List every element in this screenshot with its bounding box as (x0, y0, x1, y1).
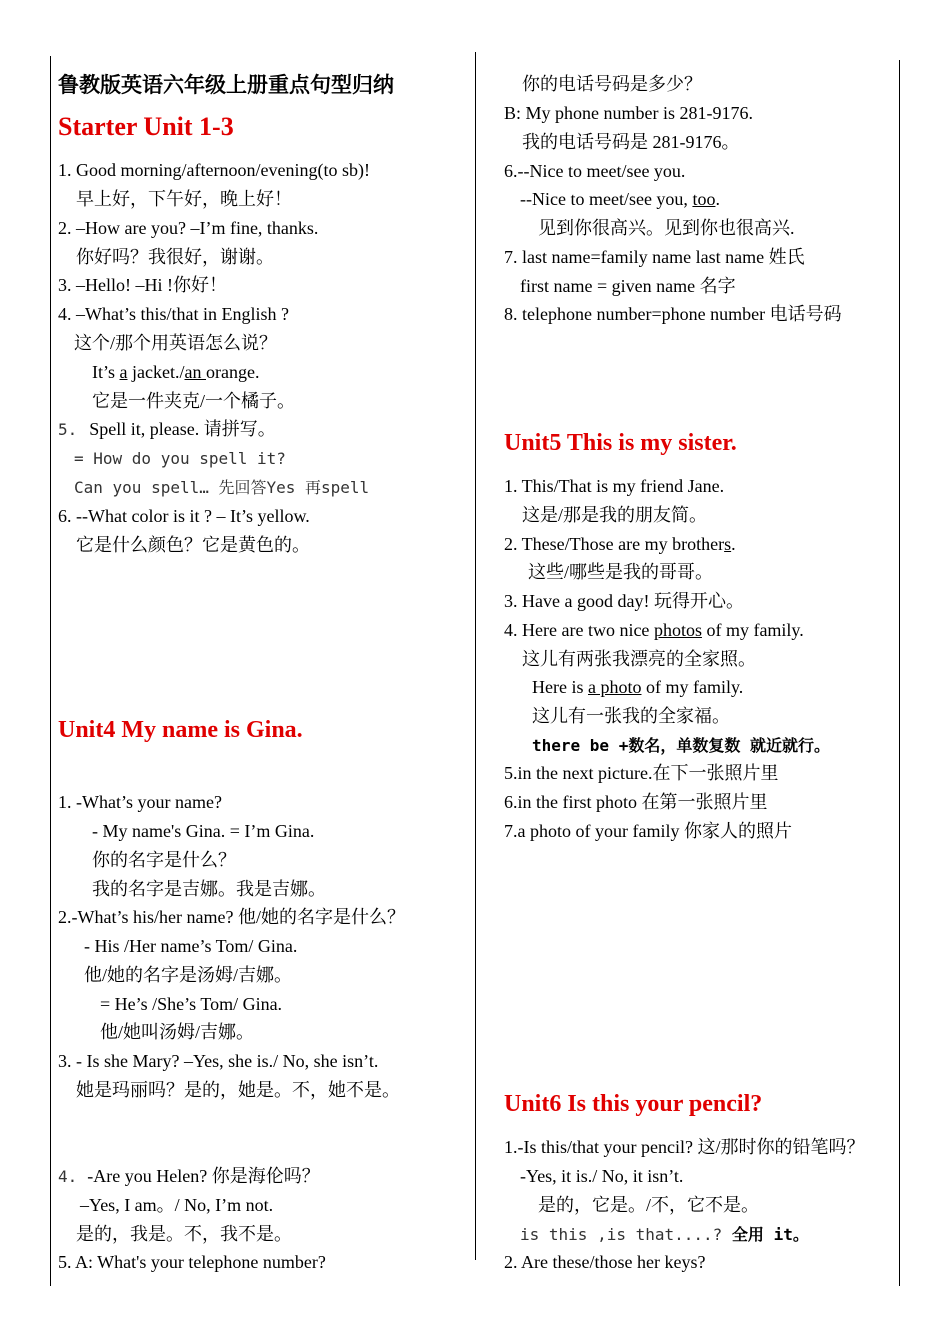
cont-line-7: 7. last name=family name last name 姓氏 (504, 247, 805, 267)
unit4-line-13: –Yes, I am。/ No, I’m not. (80, 1195, 274, 1215)
item-number: 4. (58, 1167, 78, 1186)
unit4-line-7: 他/她的名字是汤姆/吉娜。 (84, 965, 293, 985)
text-segment: jacket./ (127, 362, 185, 382)
starter-line-5: 3. –Hello! –Hi !你好！ (58, 275, 227, 295)
unit5-line-3 (504, 533, 736, 555)
unit5-line-5: 3. Have a good day! 玩得开心。 (504, 591, 744, 611)
unit5-line-8 (532, 676, 743, 698)
starter-line-10 (58, 418, 276, 441)
unit4-line-8: = He’s /She’s Tom/ Gina. (100, 994, 283, 1014)
right-margin-line (899, 60, 900, 1286)
starter-line-8 (92, 361, 259, 383)
starter-line-3: 2. –How are you? –I’m fine, thanks. (58, 218, 319, 238)
unit4-heading: Unit4 My name is Gina. (58, 717, 303, 743)
starter-line-14: 它是什么颜色？它是黄色的。 (76, 535, 310, 555)
unit5-line-13: 7.a photo of your family 你家人的照片 (504, 821, 792, 841)
unit4-line-10: 3. - Is she Mary? –Yes, she is./ No, she isn’t. (58, 1051, 379, 1071)
unit4-line-12 (58, 1165, 320, 1188)
starter-line-7: 这个/那个用英语怎么说？ (74, 333, 277, 353)
unit4-line-1: 1. -What’s your name? (58, 792, 222, 812)
cont-line-6: 见到你很高兴。见到你也很高兴. (538, 218, 795, 238)
unit4-line-2: - My name's Gina. = I’m Gina. (92, 821, 315, 841)
starter-line-13: 6. --What color is it ? – It’s yellow. (58, 506, 310, 526)
unit6-line-5: 2. Are these/those her keys? (504, 1252, 706, 1272)
left-margin-line (50, 56, 51, 1286)
bold-note: 全用 it。 (722, 1225, 809, 1244)
cont-line-1: 你的电话号码是多少？ (522, 74, 702, 94)
unit6-line-1: 1.-Is this/that your pencil? 这/那时你的铅笔吗？ (504, 1137, 865, 1157)
starter-line-6: 4. –What’s this/that in English ? (58, 304, 289, 324)
unit5-line-2: 这是/那是我的朋友简。 (522, 505, 707, 525)
starter-line-12: Can you spell… 先回答Yes 再spell (74, 478, 370, 497)
unit5-line-7: 这儿有两张我漂亮的全家照。 (522, 649, 756, 669)
unit4-line-5: 2.-What’s his/her name? 他/她的名字是什么？ (58, 907, 405, 927)
unit5-heading: Unit5 This is my sister. (504, 430, 737, 456)
unit6-line-4 (520, 1223, 809, 1246)
starter-unit-heading: Starter Unit 1-3 (58, 112, 234, 141)
center-divider-line (475, 52, 476, 1260)
text-segment: . (715, 189, 720, 209)
unit5-line-1: 1. This/That is my friend Jane. (504, 476, 725, 496)
text-segment: --Nice to meet/see you, (520, 189, 693, 209)
text-segment: orange. (206, 362, 260, 382)
document-title: 鲁教版英语六年级上册重点句型归纳 (58, 73, 394, 97)
cont-line-3: 我的电话号码是 281-9176。 (522, 132, 740, 152)
starter-line-2: 早上好，下午好，晚上好！ (76, 189, 292, 209)
unit4-line-4: 我的名字是吉娜。我是吉娜。 (92, 879, 326, 899)
cont-line-2: B: My phone number is 281-9176. (504, 103, 753, 123)
unit5-line-11: 5.in the next picture.在下一张照片里 (504, 763, 779, 783)
text-segment: Spell it, please. 请拼写。 (89, 419, 276, 439)
unit6-heading: Unit6 Is this your pencil? (504, 1091, 763, 1117)
unit5-line-12: 6.in the first photo 在第一张照片里 (504, 792, 768, 812)
unit4-line-11: 她是玛丽吗？是的，她是。不，她不是。 (76, 1080, 400, 1100)
unit4-line-9: 他/她叫汤姆/吉娜。 (100, 1022, 255, 1042)
starter-line-9: 它是一件夹克/一个橘子。 (92, 391, 295, 411)
starter-line-11: = How do you spell it? (74, 449, 286, 468)
unit4-line-3: 你的名字是什么？ (92, 850, 236, 870)
starter-line-1: 1. Good morning/afternoon/evening(to sb)! (58, 160, 370, 180)
starter-line-4: 你好吗？我很好，谢谢。 (76, 247, 274, 267)
underlined-plural-s: s (724, 534, 732, 554)
underlined-article-an: an (184, 362, 206, 382)
text-segment: Here is (532, 677, 588, 697)
unit5-line-9: 这儿有一张我的全家福。 (532, 706, 730, 726)
unit5-line-4: 这些/哪些是我的哥哥。 (528, 562, 713, 582)
unit6-line-3: 是的，它是。/不，它不是。 (538, 1195, 759, 1215)
text-segment: of my family. (701, 620, 804, 640)
underlined-too: too (692, 189, 716, 209)
cont-line-8: first name = given name 名字 (520, 276, 736, 296)
unit5-line-6 (504, 619, 804, 641)
unit4-line-6: - His /Her name’s Tom/ Gina. (84, 936, 298, 956)
cont-line-5 (520, 188, 720, 210)
text-segment: of my family. (641, 677, 744, 697)
underlined-article-a: a (119, 362, 128, 382)
underlined-a-photo: a photo (587, 677, 642, 697)
item-number: 5. (58, 420, 78, 439)
text-segment: It’s (92, 362, 120, 382)
unit4-line-15: 5. A: What's your telephone number? (58, 1252, 326, 1272)
unit4-line-14: 是的，我是。不，我不是。 (76, 1224, 292, 1244)
text-segment: 2. These/Those are my brother (504, 534, 725, 554)
underlined-photos: photos (653, 620, 702, 640)
text-segment: is this ,is that....? (520, 1225, 723, 1244)
text-segment: . (731, 534, 736, 554)
unit5-line-10: there be +数名，单数复数 就近就行。 (532, 736, 830, 755)
text-segment: 4. Here are two nice (504, 620, 654, 640)
cont-line-4: 6.--Nice to meet/see you. (504, 161, 686, 181)
cont-line-9: 8. telephone number=phone number 电话号码 (504, 304, 842, 324)
unit6-line-2: -Yes, it is./ No, it isn’t. (520, 1166, 684, 1186)
text-segment: -Are you Helen? 你是海伦吗？ (87, 1166, 320, 1186)
